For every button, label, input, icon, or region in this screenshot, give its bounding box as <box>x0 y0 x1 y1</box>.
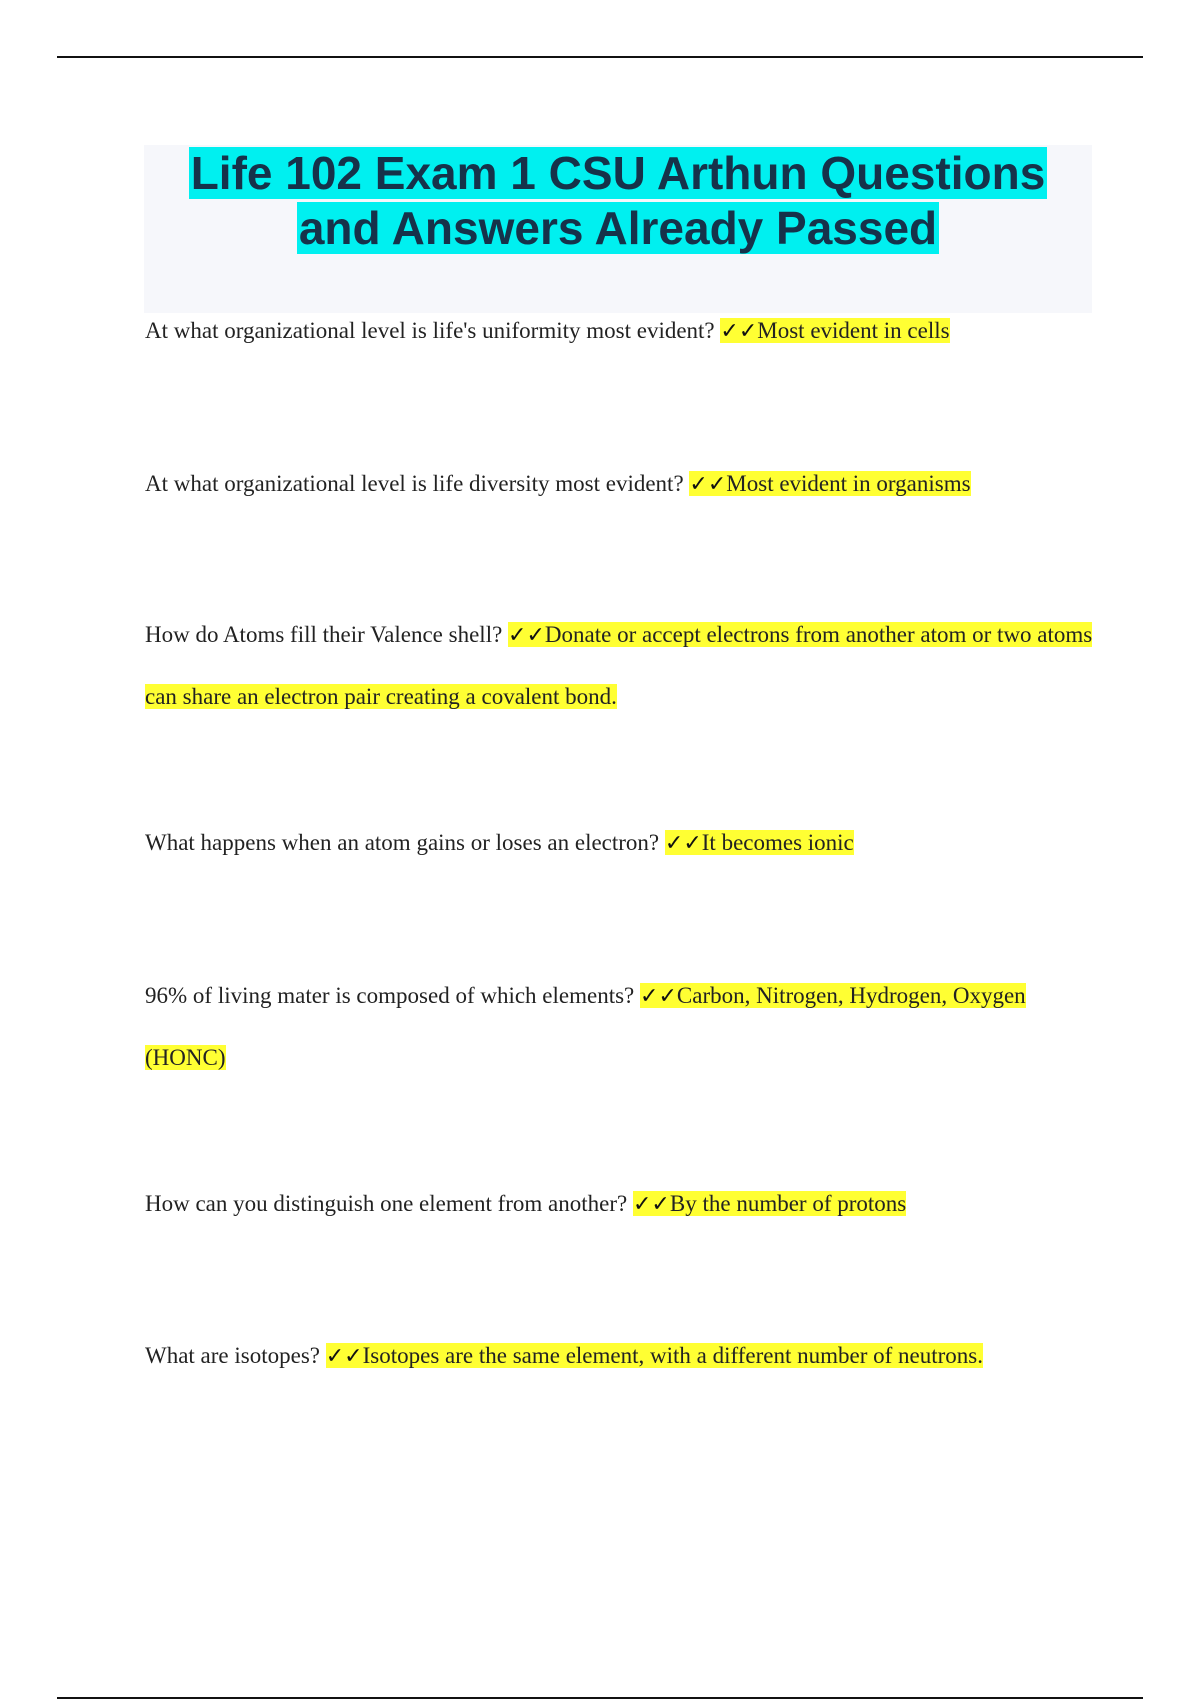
question-text: What happens when an atom gains or loses an electron? <box>145 830 665 855</box>
title-line-2: and Answers Already Passed <box>298 202 938 254</box>
qa-item-3 <box>145 604 1095 727</box>
qa-item-4 <box>145 812 1095 874</box>
question-text: 96% of living mater is composed of which elements? <box>145 983 641 1008</box>
page-title <box>144 146 1092 256</box>
qa-item-6 <box>145 1173 1095 1235</box>
answer-highlight <box>326 1343 983 1368</box>
answer-text: By the number of protons <box>669 1191 907 1216</box>
question-text: What are isotopes? <box>145 1343 326 1368</box>
title-line-1: Life 102 Exam 1 CSU Arthun Questions <box>190 147 1046 199</box>
answer-text: It becomes ionic <box>701 830 854 855</box>
qa-item-5 <box>145 965 1095 1088</box>
answer-text: Most evident in cells <box>757 318 950 343</box>
qa-item-7 <box>145 1325 1095 1387</box>
double-check-icon: ✓✓ <box>508 623 545 648</box>
answer-highlight <box>720 318 949 343</box>
answer-text: Donate or accept electrons from another atom or two atoms can share an electron pair creating a covalent bond. <box>145 622 1093 709</box>
answer-highlight <box>633 1191 906 1216</box>
double-check-icon: ✓✓ <box>689 472 727 497</box>
answer-highlight <box>665 830 854 855</box>
double-check-icon: ✓✓ <box>664 831 702 856</box>
question-text: How can you distinguish one element from another? <box>145 1191 633 1216</box>
double-check-icon: ✓✓ <box>640 984 677 1009</box>
qa-item-2 <box>145 453 1095 515</box>
answer-text: Isotopes are the same element, with a different number of neutrons. <box>362 1343 983 1368</box>
top-rule <box>57 56 1143 58</box>
question-text: At what organizational level is life diversity most evident? <box>145 471 690 496</box>
answer-highlight <box>689 471 970 496</box>
bottom-rule <box>57 1697 1143 1699</box>
question-text: At what organizational level is life's uniformity most evident? <box>145 318 721 343</box>
question-text: How do Atoms fill their Valence shell? <box>145 622 509 647</box>
qa-item-1 <box>145 300 1095 362</box>
double-check-icon: ✓✓ <box>720 319 758 344</box>
answer-text: Carbon, Nitrogen, Hydrogen, Oxygen (HONC) <box>145 983 1026 1070</box>
double-check-icon: ✓✓ <box>325 1344 363 1369</box>
answer-text: Most evident in organisms <box>726 471 971 496</box>
double-check-icon: ✓✓ <box>633 1192 670 1217</box>
